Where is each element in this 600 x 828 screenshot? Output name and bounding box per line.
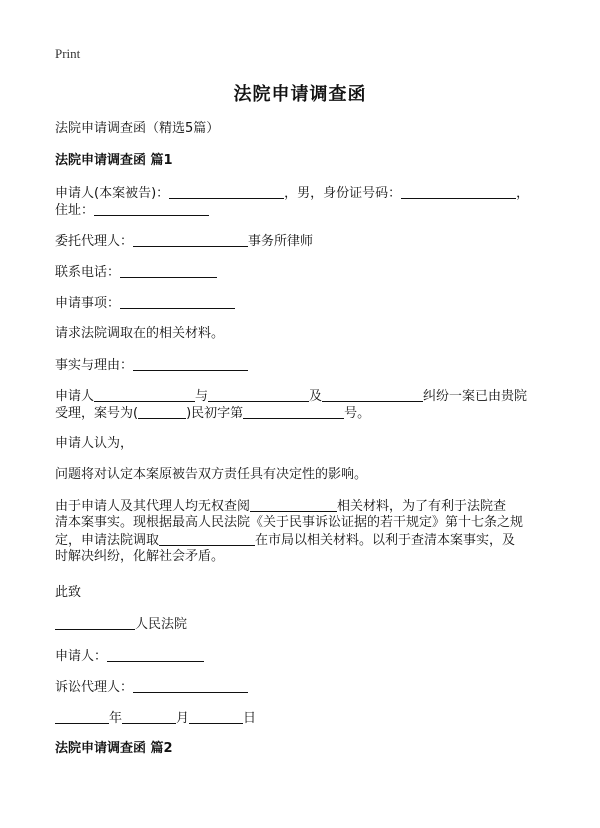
litigation-agent-blank <box>133 678 248 693</box>
reason-line-4: 时解决纠纷，化解社会矛盾。 <box>55 549 225 564</box>
address-blank <box>94 201 209 216</box>
phone-blank <box>120 263 217 278</box>
case-text-applicant: 申请人 <box>55 389 95 404</box>
document-subtitle: 法院申请调查函（精选5篇） <box>55 121 220 136</box>
facts-blank <box>133 356 248 371</box>
salutation: 此致 <box>55 585 82 600</box>
matter-line <box>55 294 235 312</box>
case-type-label: )民初字第 <box>186 406 244 421</box>
phone-line <box>55 263 217 281</box>
facts-label: 事实与理由： <box>55 358 134 373</box>
case-year-blank <box>138 404 186 419</box>
law-firm-suffix: 事务所律师 <box>248 234 314 249</box>
applicant-believes: 申请人认为， <box>55 436 134 451</box>
gender-id-label: ，男，身份证号码： <box>284 186 402 201</box>
signer-label: 申请人： <box>55 649 108 664</box>
case-text-and-2: 及 <box>309 389 323 404</box>
litigation-agent-label: 诉讼代理人： <box>55 680 134 695</box>
reason-line-2: 清本案事实。现根据最高人民法院《关于民事诉讼证据的若干规定》第十七条之规 <box>55 515 524 530</box>
year-label: 年 <box>109 711 123 726</box>
party-b-blank <box>208 387 309 402</box>
comma: ， <box>516 186 530 201</box>
reason-text-b: 相关材料，为了有利于法院查 <box>337 499 507 514</box>
agent-blank <box>133 232 248 247</box>
address-label: 住址： <box>55 203 95 218</box>
litigation-agent-line <box>55 678 248 696</box>
party-a-blank <box>94 387 195 402</box>
material-blank <box>250 497 337 512</box>
issue-text: 问题将对认定本案原被告双方责任具有决定性的影响。 <box>55 467 368 482</box>
year-blank <box>55 709 109 724</box>
reason-line-3 <box>55 531 515 549</box>
court-blank <box>55 615 135 630</box>
applicant-line <box>55 184 529 202</box>
agent-label: 委托代理人： <box>55 234 134 249</box>
address-line <box>55 201 209 219</box>
case-line-1 <box>55 387 527 405</box>
reason-line-1 <box>55 497 506 515</box>
retrieve-blank <box>159 531 255 546</box>
matter-blank <box>120 294 235 309</box>
signer-line <box>55 647 204 665</box>
reason-text-c: 定，申请法院调取 <box>55 533 160 548</box>
section-heading-1: 法院申请调查函 篇1 <box>55 153 173 168</box>
phone-label: 联系电话： <box>55 265 121 280</box>
agent-line <box>55 232 313 250</box>
court-suffix: 人民法院 <box>135 617 188 632</box>
month-label: 月 <box>176 711 190 726</box>
reason-text-a: 由于申请人及其代理人均无权查阅 <box>55 499 251 514</box>
case-number-label: 受理，案号为( <box>55 406 139 421</box>
case-number-blank <box>243 404 344 419</box>
signer-blank <box>107 647 204 662</box>
case-text-dispute: 纠纷一案已由贵院 <box>423 389 528 404</box>
id-number-blank <box>401 184 516 199</box>
day-blank <box>189 709 243 724</box>
print-link[interactable]: Print <box>55 46 81 61</box>
day-label: 日 <box>243 711 257 726</box>
request-text: 请求法院调取在的相关材料。 <box>55 326 225 341</box>
reason-text-d: 在市局以相关材料。以利于查清本案事实，及 <box>255 533 516 548</box>
case-line-2 <box>55 404 370 422</box>
matter-label: 申请事项： <box>55 296 121 311</box>
facts-line <box>55 356 248 374</box>
applicant-name-blank <box>169 184 284 199</box>
section-heading-2: 法院申请调查函 篇2 <box>55 741 173 756</box>
case-text-and: 与 <box>195 389 209 404</box>
party-c-blank <box>322 387 423 402</box>
date-line <box>55 709 256 727</box>
court-line <box>55 615 187 633</box>
applicant-label: 申请人(本案被告)： <box>55 186 170 201</box>
month-blank <box>122 709 176 724</box>
case-number-suffix: 号。 <box>344 406 371 421</box>
page-title: 法院申请调查函 <box>233 84 367 105</box>
